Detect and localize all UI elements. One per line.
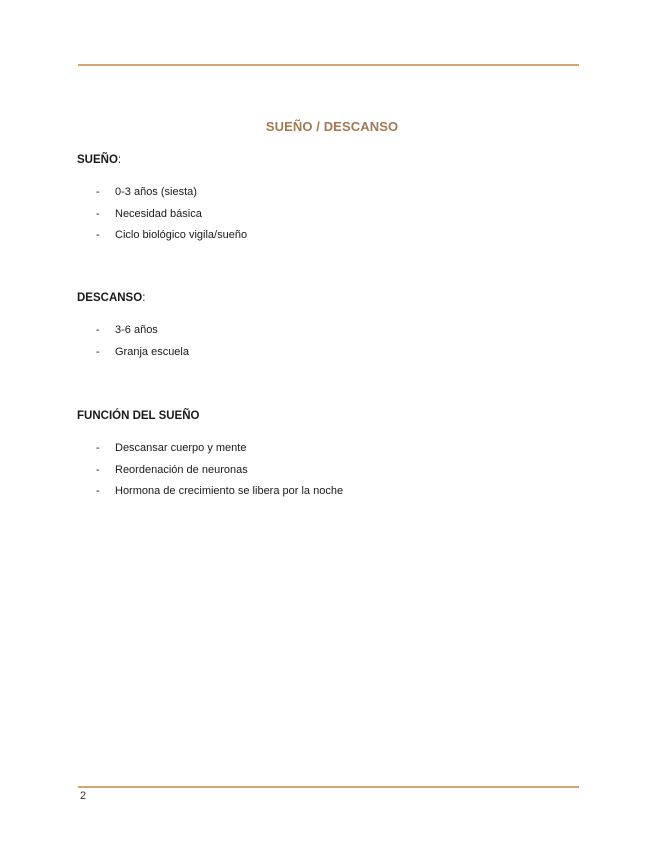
list-item-text: Necesidad básica [115,207,202,220]
section-heading-colon: : [142,292,146,304]
section-heading [77,153,577,167]
list-item-text: Descansar cuerpo y mente [115,442,247,454]
list-item-text: Granja escuela [115,345,189,358]
bullet-dash: - [96,324,100,336]
bullet-list [77,323,577,359]
bullet-dash: - [96,485,100,497]
page-title: SUEÑO / DESCANSO [265,119,399,134]
section-heading [77,291,577,305]
bullet-list [77,185,577,242]
list-item-text: Hormona de crecimiento se libera por la noche [115,485,344,497]
section-sueno [77,153,577,250]
list-item [77,463,577,477]
section-heading-label: DESCANSO [77,292,143,304]
section-descanso [77,291,577,366]
list-item [77,484,577,498]
section-heading-label: SUEÑO [77,154,118,166]
page-number: 2 [80,790,87,802]
list-item [77,441,577,455]
section-heading [77,409,577,423]
bullet-dash: - [96,229,100,241]
list-item-text: Reordenación de neuronas [115,463,248,476]
bullet-dash: - [96,186,100,198]
bullet-dash: - [96,442,100,454]
section-heading-colon: : [117,154,122,166]
section-funcion-del-sueno [77,409,577,506]
footer-rule [78,786,579,788]
list-item [77,323,577,337]
list-item [77,207,577,221]
list-item [77,345,577,359]
bullet-dash: - [96,207,100,220]
list-item [77,228,577,242]
section-heading-label: FUNCIÓN DEL SUEÑO [77,410,200,422]
list-item-text: Ciclo biológico vigila/sueño [115,229,248,241]
list-item-text: 3-6 años [115,324,158,336]
bullet-dash: - [96,345,100,358]
bullet-dash: - [96,463,100,476]
list-item [77,185,577,199]
header-rule [78,64,579,66]
bullet-list [77,441,577,498]
list-item-text: 0-3 años (siesta) [115,186,197,198]
